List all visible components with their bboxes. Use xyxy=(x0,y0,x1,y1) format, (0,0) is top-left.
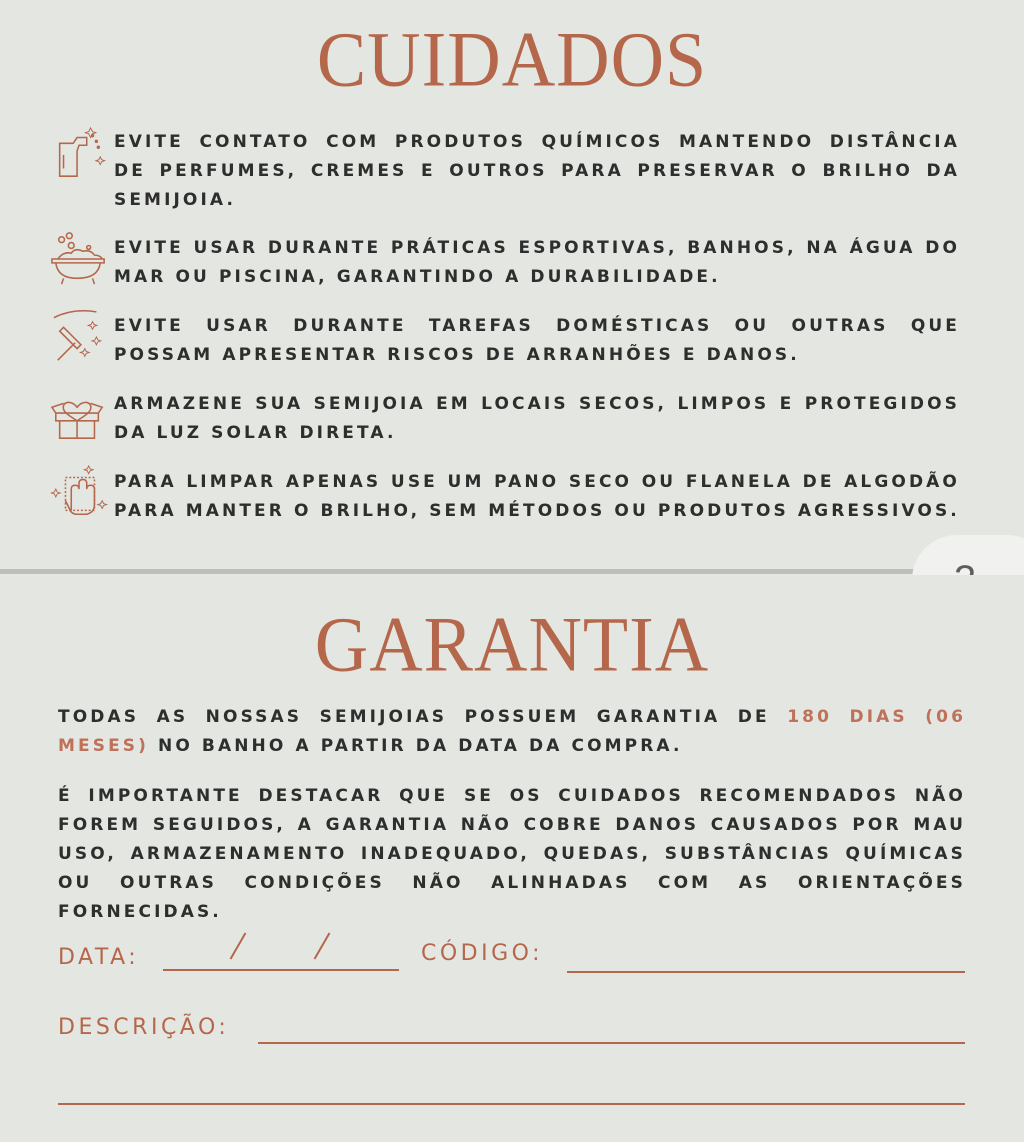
warranty-text-part: NO BANHO A PARTIR DA DATA DA COMPRA. xyxy=(149,736,683,756)
date-slash xyxy=(314,933,331,960)
warranty-page xyxy=(0,575,1024,1142)
bath-tub-icon xyxy=(50,230,110,290)
care-item xyxy=(50,390,960,448)
care-item xyxy=(50,312,960,370)
care-item-text: EVITE USAR DURANTE TAREFAS DOMÉSTICAS OU OUTRAS QUE POSSAM APRESENTAR RISCOS DE ARRANHÕES E DANOS. xyxy=(114,316,960,365)
date-label: DATA: xyxy=(58,945,140,970)
warranty-title: GARANTIA xyxy=(314,601,710,689)
description-extra-line[interactable] xyxy=(58,1103,965,1105)
care-title: CUIDADOS xyxy=(316,16,708,104)
warranty-paragraph-1 xyxy=(58,703,966,761)
page-separator xyxy=(0,569,1024,574)
description-field-line[interactable] xyxy=(258,1042,965,1044)
warranty-highlight: 180 DIAS (06 MESES) xyxy=(58,707,966,756)
date-field-line[interactable] xyxy=(163,969,399,971)
spray-bottle-icon xyxy=(50,124,110,184)
care-page xyxy=(0,0,1024,570)
description-label: DESCRIÇÃO: xyxy=(58,1015,230,1040)
warranty-paragraph-2: É IMPORTANTE DESTACAR QUE SE OS CUIDADOS RECOMENDADOS NÃO FOREM SEGUIDOS, A GARANTIA NÃO COBRE DANOS CAUSADOS POR MAU USO, ARMAZENAMENTO INADEQUADO, QUEDAS, SUBSTÂNCIAS QUÍMICAS OU OUTRAS CONDIÇÕES NÃO ALINHADAS COM AS ORIENTAÇÕES FORNECIDAS. xyxy=(58,786,966,922)
care-item-text: PARA LIMPAR APENAS USE UM PANO SECO OU FLANELA DE ALGODÃO PARA MANTER O BRILHO, SEM MÉTODOS OU PRODUTOS AGRESSIVOS. xyxy=(114,472,960,521)
care-item-text: EVITE USAR DURANTE PRÁTICAS ESPORTIVAS, BANHOS, NA ÁGUA DO MAR OU PISCINA, GARANTINDO A DURABILIDADE. xyxy=(114,238,960,287)
date-slash xyxy=(230,933,247,960)
care-item xyxy=(50,128,960,215)
care-item xyxy=(50,234,960,292)
care-item xyxy=(50,468,960,526)
heart-box-icon xyxy=(50,386,110,446)
code-label: CÓDIGO: xyxy=(421,941,543,966)
care-item-text: EVITE CONTATO COM PRODUTOS QUÍMICOS MANTENDO DISTÂNCIA DE PERFUMES, CREMES E OUTROS PARA PRESERVAR O BRILHO DA SEMIJOIA. xyxy=(114,132,960,210)
care-item-text: ARMAZENE SUA SEMIJOIA EM LOCAIS SECOS, LIMPOS E PROTEGIDOS DA LUZ SOLAR DIRETA. xyxy=(114,394,960,443)
warranty-text-part: TODAS AS NOSSAS SEMIJOIAS POSSUEM GARANTIA DE xyxy=(58,707,788,727)
code-field-line[interactable] xyxy=(567,971,965,973)
squeegee-icon xyxy=(50,308,110,368)
cleaning-hand-icon xyxy=(50,464,110,524)
